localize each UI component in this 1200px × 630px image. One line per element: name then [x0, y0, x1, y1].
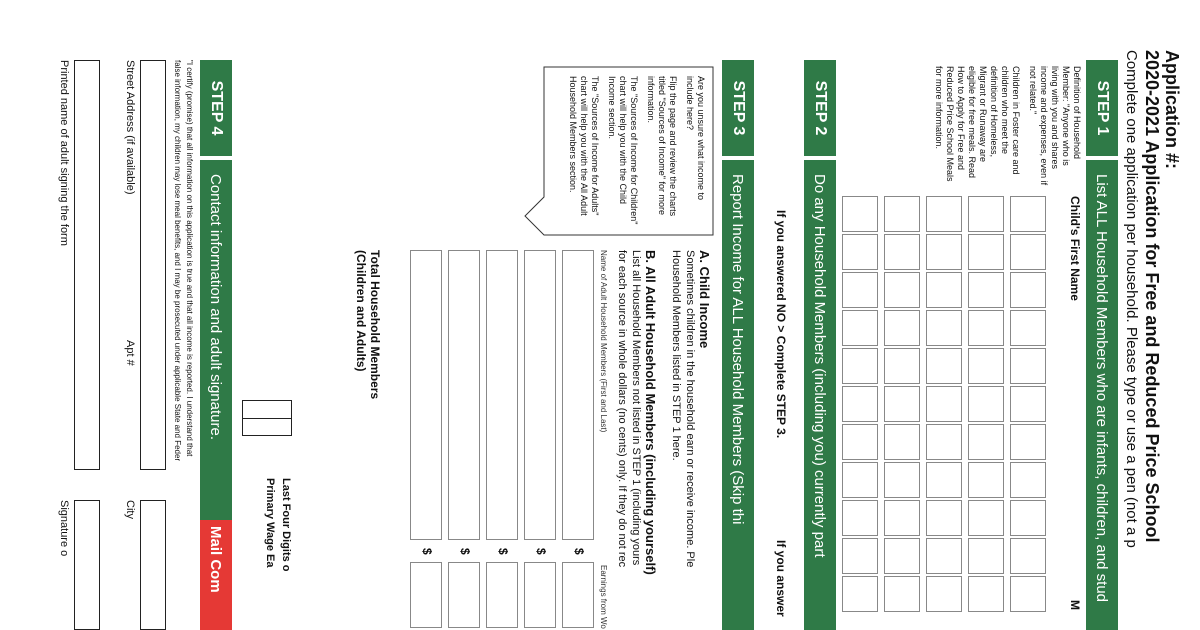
child-name-letter-box[interactable]: [1010, 500, 1046, 536]
child-name-letter-box[interactable]: [968, 272, 1004, 308]
adult-name-input[interactable]: [486, 250, 518, 540]
child-name-letter-box[interactable]: [1010, 348, 1046, 384]
child-name-letter-box[interactable]: [968, 348, 1004, 384]
total-members-input[interactable]: [242, 400, 292, 436]
child-name-letter-box[interactable]: [926, 424, 962, 460]
child-name-letter-box[interactable]: [1010, 424, 1046, 460]
child-name-letter-box[interactable]: [968, 538, 1004, 574]
child-name-letter-box[interactable]: [842, 234, 878, 270]
household-definition-text: Definition of Household Member: "Anyone who is living with you and shares income and expenses, even if not related.": [1028, 66, 1082, 186]
child-name-letter-box[interactable]: [968, 234, 1004, 270]
last-four-label: Last Four Digits o: [280, 478, 292, 572]
adult-members-title: B. All Adult Household Members (including yourself): [643, 250, 658, 575]
child-name-letter-box[interactable]: [926, 196, 962, 232]
certify-line-1: "I certify (promise) that all information on this application is true and that all income is reported. I understand that: [185, 60, 194, 457]
child-name-letter-box[interactable]: [926, 386, 962, 422]
city-label: City: [124, 500, 136, 519]
application-number-label: Application #:: [1162, 50, 1182, 170]
step2-yes-instruction: If you answer: [774, 540, 788, 617]
child-name-letter-box[interactable]: [842, 348, 878, 384]
mail-completed-badge: Mail Com: [200, 520, 232, 630]
child-name-letter-box[interactable]: [968, 424, 1004, 460]
child-name-letter-box[interactable]: [968, 310, 1004, 346]
child-name-letter-box[interactable]: [926, 576, 962, 612]
adult-name-column-header: Name of Adult Household Members (First and Last): [599, 250, 608, 433]
adult-members-text1: List all Household Members not listed in STEP 1 (including yours: [630, 250, 642, 566]
income-help-callout: [567, 76, 706, 228]
child-names-grid[interactable]: [836, 196, 1046, 630]
child-name-letter-box[interactable]: [884, 196, 920, 232]
child-name-letter-box[interactable]: [884, 234, 920, 270]
child-name-letter-box[interactable]: [884, 576, 920, 612]
child-income-text1: Sometimes children in the household earn or receive income. Ple: [684, 250, 696, 568]
child-name-letter-box[interactable]: [842, 462, 878, 498]
child-name-letter-box[interactable]: [884, 500, 920, 536]
child-name-letter-box[interactable]: [926, 234, 962, 270]
callout-flip-page: Flip the page and review the charts titled "Sources of Income" for more information.: [646, 76, 678, 217]
city-input[interactable]: [140, 500, 166, 630]
earnings-input[interactable]: [410, 562, 442, 628]
middle-initial-header: M: [1068, 600, 1082, 610]
child-income-title: A. Child Income: [697, 250, 712, 349]
child-name-letter-box[interactable]: [842, 386, 878, 422]
child-name-letter-box[interactable]: [1010, 234, 1046, 270]
child-name-letter-box[interactable]: [926, 500, 962, 536]
certify-line-2: false information, my children may lose meal benefits, and I may be prosecuted under applicable State and Feder: [173, 60, 182, 462]
step2-tab: STEP 2: [804, 60, 836, 156]
child-name-letter-box[interactable]: [926, 348, 962, 384]
child-name-letter-box[interactable]: [884, 272, 920, 308]
adult-name-input[interactable]: [448, 250, 480, 540]
dollar-sign: $: [534, 548, 548, 555]
child-name-letter-box[interactable]: [926, 310, 962, 346]
dollar-sign: $: [458, 548, 472, 555]
child-income-text2: Household Members listed in STEP 1 here.: [670, 250, 682, 461]
adult-name-input[interactable]: [410, 250, 442, 540]
child-name-letter-box[interactable]: [1010, 272, 1046, 308]
printed-name-label: Printed name of adult signing the form: [58, 60, 70, 246]
adult-members-rows: [394, 250, 594, 630]
signature-label: Signature o: [58, 500, 70, 557]
step4-bar: Contact information and adult signature.: [200, 160, 232, 534]
earnings-input[interactable]: [562, 562, 594, 628]
child-name-letter-box[interactable]: [968, 386, 1004, 422]
child-name-letter-box[interactable]: [1010, 538, 1046, 574]
child-name-letter-box[interactable]: [926, 538, 962, 574]
step3-bar: Report Income for ALL Household Members (Skip thi: [722, 160, 754, 630]
step3-tab: STEP 3: [722, 60, 754, 156]
dollar-sign: $: [420, 548, 434, 555]
form-subtitle: Complete one application per household. Please type or use a pen (not a p: [1123, 50, 1140, 548]
child-name-letter-box[interactable]: [884, 538, 920, 574]
callout-adult-chart: The "Sources of Income for Adults" chart will help you with the All Adult Household Members section.: [568, 76, 600, 216]
step4-tab: STEP 4: [200, 60, 232, 156]
child-name-letter-box[interactable]: [842, 538, 878, 574]
primary-wage-earner-label: Primary Wage Ea: [264, 478, 276, 568]
child-name-letter-box[interactable]: [842, 576, 878, 612]
child-name-letter-box[interactable]: [1010, 576, 1046, 612]
adult-name-input[interactable]: [562, 250, 594, 540]
dollar-sign: $: [496, 548, 510, 555]
child-name-letter-box[interactable]: [884, 386, 920, 422]
earnings-column-header: Earnings from Wo: [599, 565, 608, 629]
step2-bar: Do any Household Members (including you) currently part: [804, 160, 836, 630]
dollar-sign: $: [572, 548, 586, 555]
callout-child-chart: The "Sources of Income for Children" chart will help you with the Child Income section.: [607, 76, 639, 225]
step2-no-instruction: If you answered NO > Complete STEP 3.: [774, 210, 788, 439]
child-name-letter-box[interactable]: [968, 196, 1004, 232]
foster-homeless-text: Children in Foster care and children who meet the definition of Homeless, Migrant or Runaway are eligible for free meals. Read How to Apply for Free and Reduced Price School Meals for more information.: [934, 66, 1021, 182]
earnings-input[interactable]: [486, 562, 518, 628]
step1-bar: List ALL Household Members who are infants, children, and stud: [1086, 160, 1118, 630]
child-name-letter-box[interactable]: [1010, 310, 1046, 346]
child-name-letter-box[interactable]: [884, 462, 920, 498]
apt-label: Apt #: [124, 340, 136, 366]
total-members-label: Total Household Members (Children and Adults): [354, 250, 382, 400]
adult-members-text2: for each source in whole dollars (no cents) only. If they do not rec: [616, 250, 628, 568]
child-name-letter-box[interactable]: [1010, 196, 1046, 232]
child-name-letter-box[interactable]: [884, 424, 920, 460]
child-name-letter-box[interactable]: [842, 272, 878, 308]
child-name-letter-box[interactable]: [842, 196, 878, 232]
child-name-letter-box[interactable]: [1010, 386, 1046, 422]
earnings-input[interactable]: [524, 562, 556, 628]
child-name-letter-box[interactable]: [968, 576, 1004, 612]
child-first-name-header: Child's First Name: [1068, 196, 1082, 301]
child-name-letter-box[interactable]: [842, 500, 878, 536]
child-name-letter-box[interactable]: [884, 310, 920, 346]
callout-question: Are you unsure what income to include here?: [685, 76, 706, 201]
street-address-label: Street Address (if available): [124, 60, 136, 195]
step1-tab: STEP 1: [1086, 60, 1118, 156]
child-name-letter-box[interactable]: [926, 272, 962, 308]
earnings-input[interactable]: [448, 562, 480, 628]
child-name-letter-box[interactable]: [884, 348, 920, 384]
form-title: 2020-2021 Application for Free and Reduced Price School: [1142, 50, 1162, 543]
child-name-letter-box[interactable]: [842, 424, 878, 460]
child-name-letter-box[interactable]: [926, 462, 962, 498]
child-name-letter-box[interactable]: [968, 462, 1004, 498]
child-name-letter-box[interactable]: [1010, 462, 1046, 498]
printed-name-input[interactable]: [74, 60, 100, 470]
adult-name-input[interactable]: [524, 250, 556, 540]
signature-input[interactable]: [74, 500, 100, 630]
child-name-letter-box[interactable]: [842, 310, 878, 346]
child-name-letter-box[interactable]: [968, 500, 1004, 536]
street-address-input[interactable]: [140, 60, 166, 470]
step1-definition-note: [933, 66, 1082, 186]
